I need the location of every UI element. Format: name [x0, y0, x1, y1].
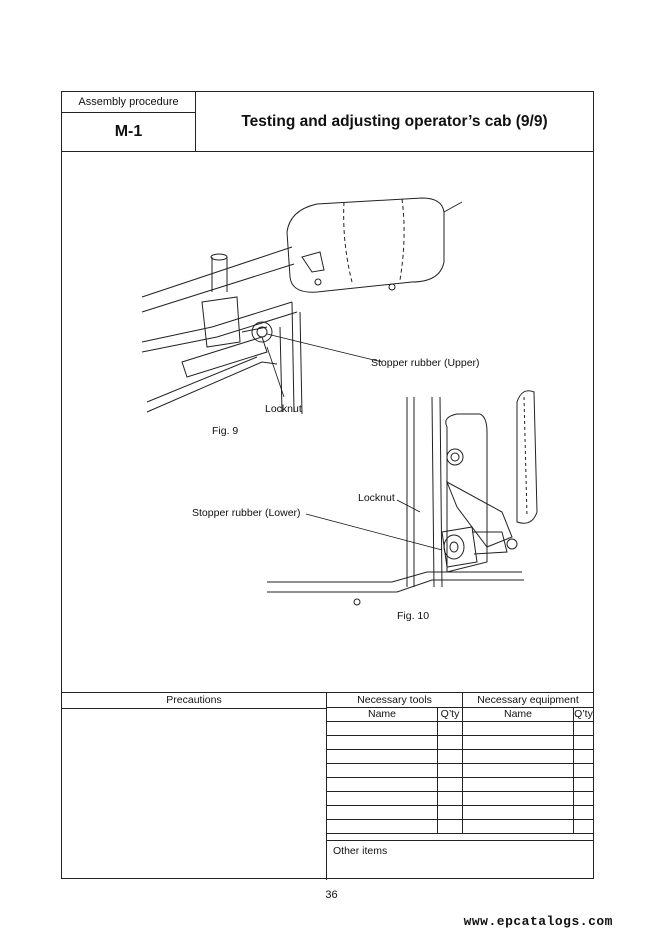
- table-row: [327, 764, 593, 778]
- page-title: Testing and adjusting operator’s cab (9/9): [241, 113, 548, 130]
- precautions-box: [62, 693, 327, 880]
- page-number: 36: [325, 889, 338, 901]
- table-row: [327, 820, 593, 834]
- tools-header: Necessary tools: [327, 693, 463, 708]
- table-row: [327, 806, 593, 820]
- tools-qty-col: Q’ty: [438, 708, 463, 722]
- tools-name-col: Name: [327, 708, 438, 722]
- fig9-drawing: [142, 198, 462, 414]
- document-frame: [61, 91, 594, 879]
- equipment-header: Necessary equipment: [463, 693, 594, 708]
- figure-area: [62, 152, 593, 692]
- table-row: [327, 722, 593, 736]
- procedure-code: M-1: [114, 123, 143, 140]
- watermark-url: www.epcatalogs.com: [463, 914, 613, 929]
- leader-locknut-lower: [397, 500, 420, 512]
- procedure-box: [62, 92, 196, 151]
- other-items-box: [327, 840, 593, 881]
- table-row: [327, 736, 593, 750]
- procedure-label: Assembly procedure: [62, 92, 195, 113]
- callout-stopper-lower: Stopper rubber (Lower): [192, 507, 301, 519]
- other-items-label: Other items: [333, 845, 388, 857]
- callout-locknut-upper: Locknut: [265, 403, 302, 415]
- fig10-caption: Fig. 10: [397, 610, 430, 622]
- fig10-drawing: [267, 391, 537, 605]
- equipment-qty-col: Q’ty: [574, 708, 593, 720]
- leader-stopper-lower: [306, 514, 442, 550]
- table-row: [327, 792, 593, 806]
- leader-stopper-upper: [267, 334, 382, 362]
- precautions-header: Precautions: [62, 693, 326, 709]
- requirements-section: [62, 692, 593, 880]
- equipment-name-col: Name: [463, 708, 574, 722]
- callout-locknut-lower: Locknut: [358, 492, 395, 504]
- table-row: [327, 750, 593, 764]
- tools-equipment-table: [327, 693, 593, 834]
- callout-stopper-upper: Stopper rubber (Upper): [371, 357, 480, 369]
- fig9-caption: Fig. 9: [212, 425, 239, 437]
- table-row: [327, 778, 593, 792]
